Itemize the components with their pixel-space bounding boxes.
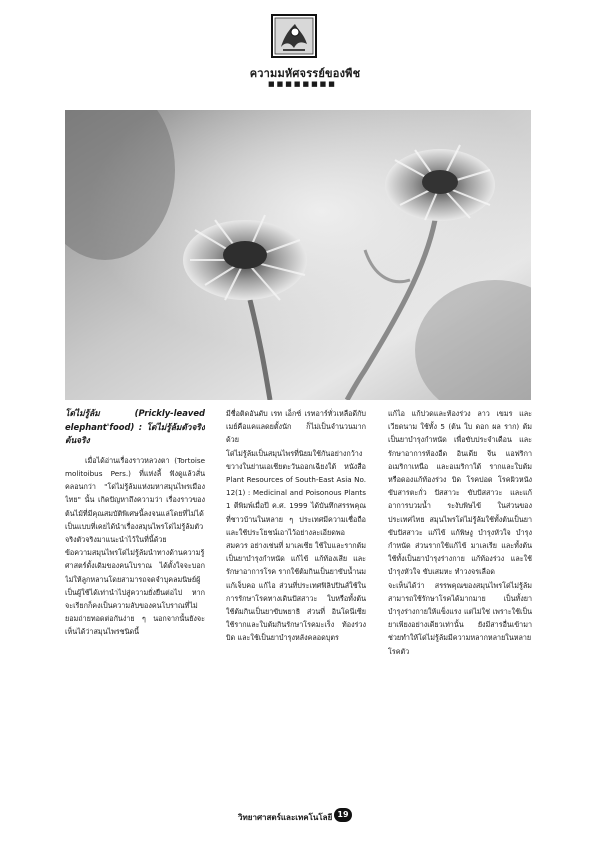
flower-photo xyxy=(65,110,531,400)
article-column-2 xyxy=(226,407,366,807)
article-column-1 xyxy=(65,407,205,807)
title-underline-dots: ■■■■■■■■ xyxy=(268,80,337,88)
article-paragraph: เมื่อได้อ่านเรื่องราวหลวงตา (Tortoise molitoibus Pers.) ที่แห่งลี้ ฟังดูแล้วสั่นคลอนกว่า "โด่ไม่รู้ล้มแห่งมหาสมุนไพรเมืองไทย" นั้น เกิดปัญหาถึงความว่า เรื่องราวของต้นไม้ที่มีคุณสมบัติพิเศษนี้ลงจนแล่โดยที่ไม่ได้เป็นแบบที่เคยได้นำเรื่องสมุนไพรโด่ไม่รู้ล้มตัวจริงตัวจริงมาแนะนำไว้ในที่นี้ด้วย ข้อความสมุนไพรโด่ไม่รู้ล้มนำทางด้านความรู้ศาสตร์ดั้งเดิมของคนโบราณ ได้ตั้งใจจะบอกไม่ให้ลูกหลานโดยสามารถจดจำบุคลมนิษย์ผู้เป็นผู้ใช้ได้เท่านำไปสู่ความยั่งยืนต่อไป หากจะเรียกก็คงเป็นความลับของคนโบราณที่ไม่ยอมถ่ายทอดต่อกันง่าย ๆ นอกจากนั้นยังจะเห็นได้ว่าสมุนไพรชนิดนี้ xyxy=(65,455,205,637)
page-number: 19 xyxy=(334,808,352,822)
article-heading: โด่ไม่รู้ล้ม (Prickly-leaved elephant'food) : โด่ไม่รู้ล้มตัวจริง ต้นจริง xyxy=(65,408,205,446)
article-paragraph: มีชื่อติดอันดับ เรท เอ็กซ์ เรทอาร์ทั่วเหลือดีกับเมย์คือแคแลดยตั้งนัก ก็ไม่เป็นจำนวนมากด้วย โด่ไม่รู้ล้มเป็นสมุนไพรที่นิยมใช้กันอย่างกว้างขวางในย่านเอเชียตะวันออกเฉียงใต้ หนังสือ Plant Resources of South-East Asia No. 12(1) : Medicinal and Poisonous Plants 1 ตีพิมพ์เมื่อปี ค.ศ. 1999 ได้บันทึกสรรพคุณที่ชาวบ้านในหลาย ๆ ประเทศมีความเชื่อถือและใช้ประโยชน์เอาไว้อย่างละเอียดพอสมควร อย่างเช่นที่ มาเลเซีย ใช้ใบและรากต้มเป็นยาบำรุงกำหนัด แก้ไข้ แก้ท้องเสีย และรักษาอาการโรค รากใช้ต้มกินเป็นยาขับน้ำนม แก้เจ็บคอ แก้ไอ ส่วนที่ประเทศฟิลิปปินส์ใช้ในการรักษาโรคทางเดินปัสสาวะ ใบหรือทั้งต้นใช้ต้มกินเป็นยาขับพยาธิ ส่วนที่ อินโดนีเซีย ใช้รากและใบต้มกินรักษาโรคมะเร็ง ท้องร่วง บิด และใช้เป็นยาบำรุงหลังคลอดบุตร xyxy=(226,409,366,643)
magazine-emblem-icon xyxy=(271,14,317,58)
article-paragraph: แก้ไอ แก้ปวดและท้องร่วง ลาว เขมร และเวียดนาม ใช้ทั้ง 5 (ต้น ใบ ดอก ผล ราก) ต้มเป็นยาบำรุงกำหนัด เพื่อขับประจำเดือน และรักษาอาการท้องอืด อินเดีย จีน แอฟริกา อเมริกาเหนือ และอเมริกาใต้ รากและใบต้มหรือดองแก้ท้องร่วง บิด โรคปอด โรคผิวหนัง ขับสารตะกั่ว ปัสสาวะ ขับปัสสาวะ และแก้อาการบวมน้ำ ระงับพิษไข้ ในส่วนของประเทศไทย สมุนไพรโด่ไม่รู้ล้มใช้ทั้งต้นเป็นยาขับปัสสาวะ แก้ไข้ แก้พิษงู บำรุงหัวใจ บำรุงกำหนัด ส่วนรากใช้แก้ไข้ มาเลเรีย และทั้งต้นใช้ทั้งเป็นยาบำรุงร่างกาย แก้ท้องร่วง และใช้บำรุงหัวใจ ขับเสมหะ ทำวงจรเลือด จะเห็นได้ว่า สรรพคุณของสมุนไพรโด่ไม่รู้ล้มสามารถใช้รักษาโรคได้มากมาย เป็นทั้งยาบำรุงร่างกายให้แข็งแรง แต่ไม่ใช่ เพราะใช้เป็นยาเพียงอย่างเดียวเท่านั้น ยังมีสารอื่นเข้ามาช่วยทำให้โด่ไม่รู้ล้มมีความหลากหลายในหลายโรคตัว xyxy=(388,409,532,656)
section-title: ความมหัศจรรย์ของพืช xyxy=(249,67,361,80)
journal-name: วิทยาศาสตร์และเทคโนโลยี xyxy=(238,813,333,822)
article-column-3 xyxy=(388,407,532,807)
